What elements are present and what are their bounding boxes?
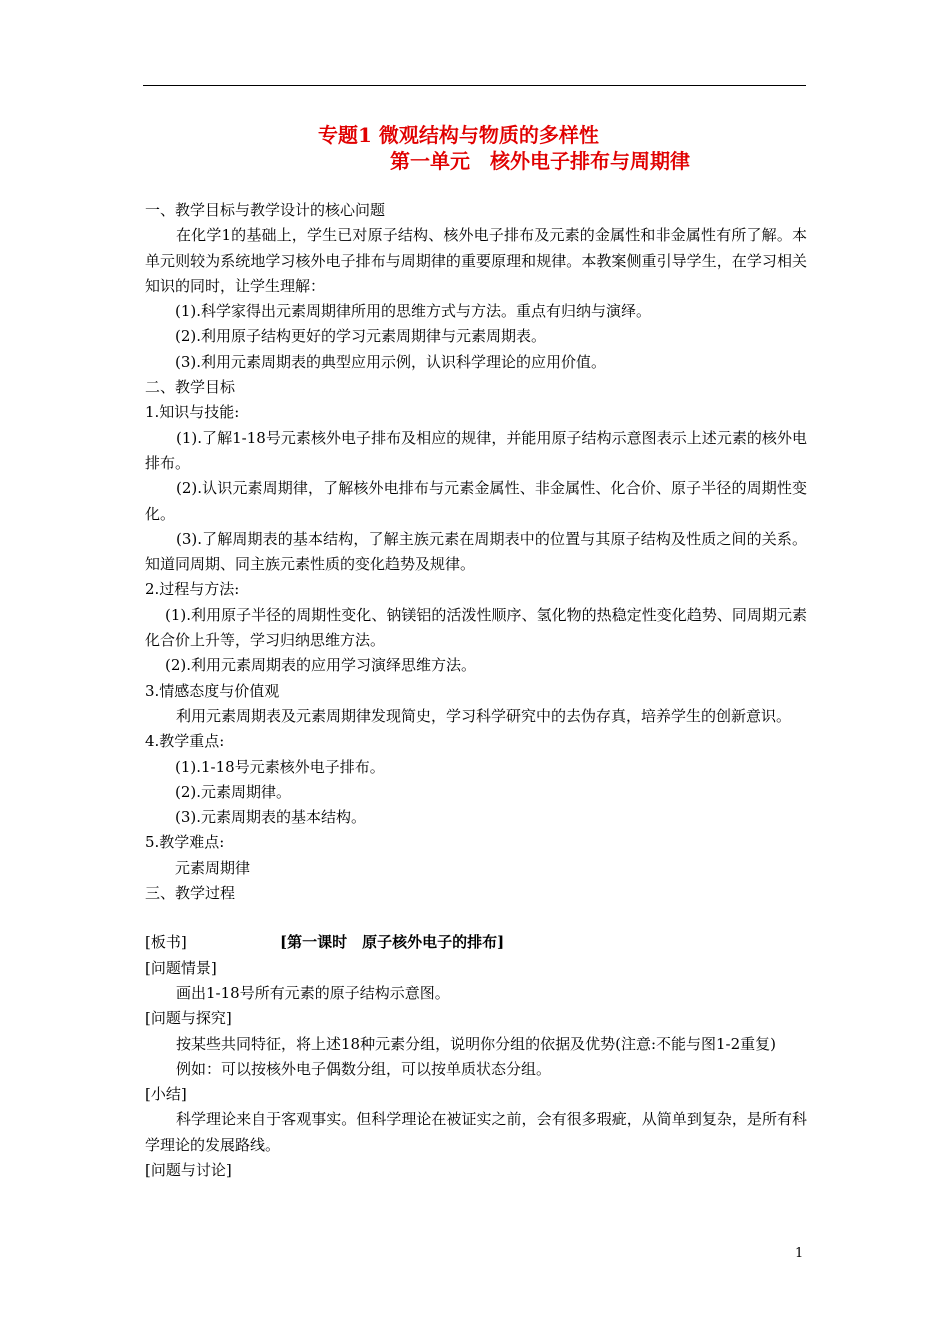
document-title: 专题1 微观结构与物质的多样性 (318, 123, 599, 147)
section-label: [小结] (145, 1085, 187, 1104)
subsection-heading: 4.教学重点: (145, 732, 225, 751)
subsection-heading: 3.情感态度与价值观 (145, 681, 280, 700)
paragraph: 在化学1的基础上，学生已对原子结构、核外电子排布及元素的金属性和非金属性有所了解。本单元则较为系统地学习核外电子排布与周期律的重要原理和规律。本教案侧重引导学生，在学习相关知识的同时，让学生理解： (145, 226, 807, 295)
board-label: [板书] (145, 933, 187, 952)
unit-title: 第一单元 核外电子排布与周期律 (390, 149, 690, 173)
list-item: (1).了解1-18号元素核外电子排布及相应的规律，并能用原子结构示意图表示上述元素的核外电排布。 (145, 428, 807, 472)
list-item: (2).利用原子结构更好的学习元素周期律与元素周期表。 (175, 327, 547, 346)
board-line (145, 930, 807, 955)
section-heading: 三、教学过程 (145, 884, 236, 903)
list-item: (1).利用原子半径的周期性变化、钠镁铝的活泼性顺序、氢化物的热稳定性变化趋势、同周期元素化合价上升等，学习归纳思维方法。 (145, 605, 807, 650)
subsection-heading: 1.知识与技能: (145, 403, 240, 422)
paragraph: 科学理论来自于客观事实。但科学理论在被证实之前，会有很多瑕疵，从简单到复杂，是所有科学理论的发展路线。 (145, 1110, 807, 1154)
subsection-heading: 5.教学难点: (145, 833, 225, 852)
paragraph: 按某些共同特征，将上述18种元素分组，说明你分组的依据及优势(注意:不能与图1-2重复) (176, 1034, 777, 1053)
document-body (145, 198, 807, 1183)
lesson-title: [第一课时 原子核外电子的排布] (280, 933, 505, 952)
section-heading: 一、教学目标与教学设计的核心问题 (145, 201, 386, 219)
section-heading: 二、教学目标 (145, 378, 236, 397)
list-item: (1).1-18号元素核外电子排布。 (175, 757, 385, 776)
paragraph: 画出1-18号所有元素的原子结构示意图。 (176, 983, 450, 1002)
spacer (145, 906, 807, 930)
paragraph: 元素周期律 (175, 858, 251, 877)
list-item: (2).利用元素周期表的应用学习演绎思维方法。 (165, 656, 477, 675)
section-label: [问题与讨论] (145, 1160, 232, 1179)
list-item: (2).认识元素周期律，了解核外电排布与元素金属性、非金属性、化合价、原子半径的周期性变化。 (145, 479, 807, 523)
section-label: [问题情景] (145, 958, 217, 977)
list-item: (1).科学家得出元素周期律所用的思维方式与方法。重点有归纳与演绎。 (175, 302, 652, 321)
subsection-heading: 2.过程与方法: (145, 580, 240, 599)
list-item: (2).元素周期律。 (175, 782, 292, 801)
list-item: (3).元素周期表的基本结构。 (175, 808, 367, 827)
list-item: (3).了解周期表的基本结构，了解主族元素在周期表中的位置与其原子结构及性质之间的关系。知道同周期、同主族元素性质的变化趋势及规律。 (145, 529, 807, 574)
section-label: [问题与探究] (145, 1009, 232, 1028)
paragraph: 利用元素周期表及元素周期律发现简史，学习科学研究中的去伪存真，培养学生的创新意识。 (176, 706, 792, 725)
paragraph: 例如：可以按核外电子偶数分组，可以按单质状态分组。 (176, 1059, 552, 1078)
list-item: (3).利用元素周期表的典型应用示例，认识科学理论的应用价值。 (175, 352, 607, 371)
header-rule (143, 85, 806, 86)
page-number: 1 (795, 1246, 804, 1261)
